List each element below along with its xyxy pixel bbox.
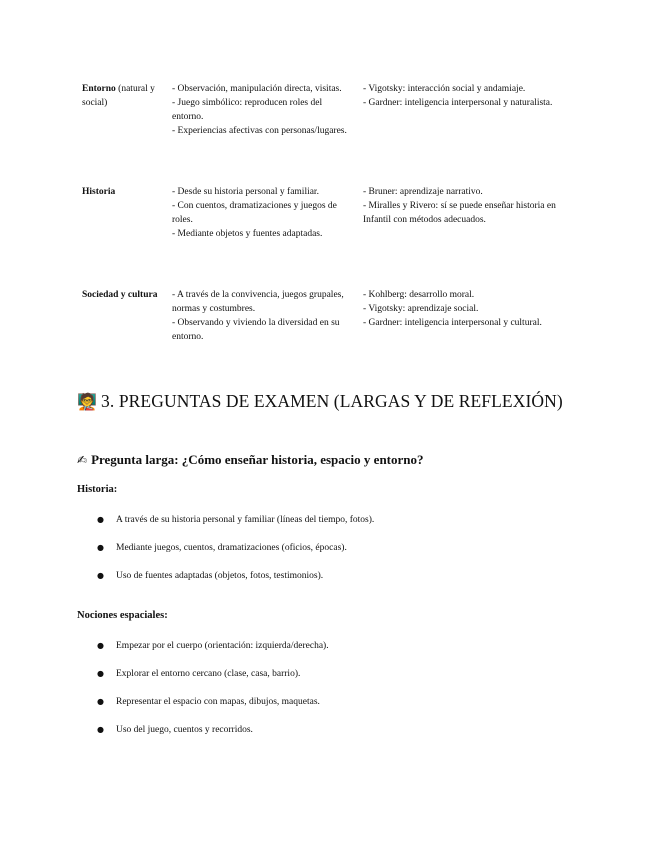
methods-cell	[172, 288, 354, 344]
cell-line: - Experiencias afectivas con personas/lugares.	[172, 126, 347, 136]
cell-line: - A través de la convivencia, juegos grupales, normas y costumbres.	[172, 290, 344, 314]
cell-line: - Kohlberg: desarrollo moral.	[363, 290, 475, 300]
row-label	[82, 185, 164, 199]
list-item-text: Explorar el entorno cercano (clase, casa, barrio).	[116, 669, 301, 679]
bullet-icon: ●	[97, 571, 104, 580]
teacher-icon: 🧑‍🏫	[77, 392, 98, 411]
cell-line: - Gardner: inteligencia interpersonal y cultural.	[363, 318, 542, 328]
row-label-bold: Sociedad y cultura	[82, 290, 158, 300]
cell-line: - Vigotsky: interacción social y andamiaje.	[363, 84, 526, 94]
list-item-text: Mediante juegos, cuentos, dramatizaciones (oficios, épocas).	[116, 543, 347, 553]
bullet-icon: ●	[97, 515, 104, 524]
cell-line: - Juego simbólico: reproducen roles del entorno.	[172, 98, 323, 122]
bullet-icon: ●	[97, 725, 104, 734]
list-item-text: A través de su historia personal y familiar (líneas del tiempo, fotos).	[116, 515, 375, 525]
section-heading	[77, 389, 577, 414]
nociones-heading: Nociones espaciales:	[77, 610, 168, 621]
bullet-icon: ●	[97, 669, 104, 678]
cell-line: - Observando y viviendo la diversidad en su entorno.	[172, 318, 340, 342]
row-label-bold: Historia	[82, 187, 116, 197]
bullet-icon: ●	[97, 641, 104, 650]
cell-line: - Miralles y Rivero: sí se puede enseñar historia en Infantil con métodos adecuados.	[363, 201, 556, 225]
section-title: 3. PREGUNTAS DE EXAMEN (LARGAS Y DE REFLEXIÓN)	[101, 391, 563, 411]
row-label-rest: (natural y social)	[82, 84, 155, 108]
row-label	[82, 288, 164, 302]
row-label	[82, 82, 164, 110]
cell-line: - Con cuentos, dramatizaciones y juegos de roles.	[172, 201, 337, 225]
question-title: Pregunta larga: ¿Cómo enseñar historia, espacio y entorno?	[91, 452, 424, 467]
list-item-text: Representar el espacio con mapas, dibujos, maquetas.	[116, 697, 320, 707]
methods-cell	[172, 82, 354, 138]
bullet-icon: ●	[97, 543, 104, 552]
question-heading	[77, 451, 577, 469]
cell-line: - Observación, manipulación directa, visitas.	[172, 84, 342, 94]
list-item-text: Uso de fuentes adaptadas (objetos, fotos, testimonios).	[116, 571, 324, 581]
list-item-text: Empezar por el cuerpo (orientación: izquierda/derecha).	[116, 641, 329, 651]
bullet-icon: ●	[97, 697, 104, 706]
authors-cell	[363, 185, 578, 227]
cell-line: - Gardner: inteligencia interpersonal y naturalista.	[363, 98, 553, 108]
methods-cell	[172, 185, 354, 241]
cell-line: - Bruner: aprendizaje narrativo.	[363, 187, 483, 197]
cell-line: - Mediante objetos y fuentes adaptadas.	[172, 229, 323, 239]
list-item-text: Uso del juego, cuentos y recorridos.	[116, 725, 253, 735]
cell-line: - Vigotsky: aprendizaje social.	[363, 304, 479, 314]
authors-cell	[363, 82, 578, 110]
writing-hand-icon: ✍	[77, 453, 88, 467]
authors-cell	[363, 288, 578, 330]
historia-heading: Historia:	[77, 484, 118, 495]
row-label-bold: Entorno	[82, 84, 116, 94]
cell-line: - Desde su historia personal y familiar.	[172, 187, 319, 197]
